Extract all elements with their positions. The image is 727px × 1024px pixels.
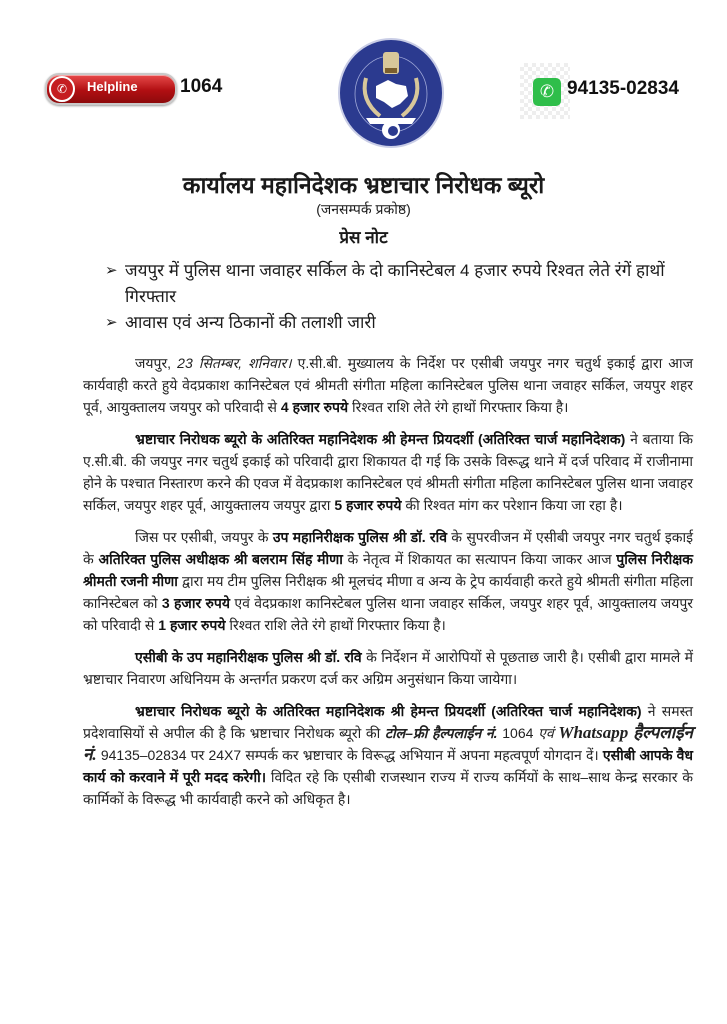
whatsapp-icon: ✆: [533, 78, 561, 106]
paragraph-text: के नेतृत्व में शिकायत का सत्यापन किया जाकर आज: [347, 551, 612, 567]
paragraph-text: पर 24X7 सम्पर्क कर भ्रष्टाचार के विरूद्ध अभियान में अपना महत्वपूर्ण योगदान दें।: [190, 747, 599, 763]
bold-official: भ्रष्टाचार निरोधक ब्यूरो के अतिरिक्त महानिदेशक श्री हेमन्त प्रियदर्शी (अतिरिक्त चार्ज महानिदेशक): [135, 431, 626, 447]
bold-official: उप महानिरीक्षक पुलिस श्री डॉ. रवि: [272, 529, 448, 545]
paragraph-text: रिश्वत राशि लेते रंगे हाथों गिरफ्तार किया है।: [229, 617, 446, 633]
helpline-label: Helpline: [87, 79, 138, 94]
whatsapp-number: 94135-02834: [567, 78, 679, 99]
paragraph-text: ने बताया कि ए.सी.बी. की जयपुर नगर चतुर्थ इकाई को परिवादी द्वारा शिकायत दी गई कि उसके विरूद्ध थाने में दर्ज परिवाद में राजीनामा होने के पश्चात निस्तारण करने की एवज में वेदप्रकाश कानिस्टेबल एवं श्रीमती संगीता महिला कानिस्टेबल पुलिस थाना जवाहर सर्किल, जयपुर शहर पूर्व, आयुक्तालय जयपुर द्वारा: [83, 431, 694, 513]
office-title: कार्यालय महानिदेशक भ्रष्टाचार निरोधक ब्यूरो: [182, 172, 545, 198]
whatsapp-helpline-number: 94135–02834: [100, 747, 187, 763]
bold-amount: 3 हजार रुपये: [161, 595, 230, 611]
paragraph-text: द्वारा मय टीम पुलिस निरीक्षक श्री मूलचंद मीणा व अन्य के ट्रेप कार्यवाही करते हुये श्रीमती संगीता महिला कानिस्टेबल को: [83, 573, 694, 611]
arrow-bullet-icon: ➢: [105, 314, 118, 331]
bullet-item: [105, 310, 705, 336]
arrow-bullet-icon: ➢: [105, 262, 118, 279]
paragraph-1: [83, 352, 693, 418]
bold-amount: 5 हजार रुपये: [334, 497, 402, 513]
bold-official: पुलिस निरीक्षक श्रीमती रजनी मीणा: [83, 551, 694, 589]
dateline-place: जयपुर,: [135, 355, 172, 371]
paragraph-text: एवं वेदप्रकाश कानिस्टेबल पुलिस थाना जवाहर सर्किल, जयपुर शहर पूर्व, आयुक्तालय जयपुर को परिवादी से: [83, 595, 694, 633]
letterhead: [0, 0, 727, 160]
tollfree-number: 1064: [502, 725, 534, 741]
helpline-number: 1064: [180, 76, 223, 97]
headline-bullets: [105, 258, 705, 336]
paragraph-text: के निर्देशन में आरोपियों से पूछताछ जारी है। एसीबी द्वारा मामले में भ्रष्टाचार निवारण अधिनियम के अन्तर्गत प्रकरण दर्ज कर अग्रिम अनुसंधान किया जायेगा।: [83, 649, 694, 687]
paragraph-5: [83, 700, 693, 810]
paragraph-text: की रिश्वत मांग कर परेशान किया जा रहा है।: [405, 497, 623, 513]
helpline-badge: [45, 73, 177, 105]
paragraph-text: जिस पर एसीबी, जयपुर के: [135, 529, 269, 545]
bold-amount: 1 हजार रुपये: [158, 617, 226, 633]
whatsapp-label: Whatsapp हैल्पलाईन नं.: [83, 723, 693, 764]
paragraph-text: रिश्वत राशि लेते रंगे हाथों गिरफ्तार किया है।: [352, 399, 569, 415]
office-cell: (जनसम्पर्क प्रकोष्ठ): [316, 201, 411, 217]
acb-emblem-logo: [336, 38, 446, 148]
paragraph-3: [83, 526, 693, 636]
bold-amount: 4 हजार रुपये: [280, 399, 349, 415]
paragraph-4: [83, 646, 693, 690]
paragraph-text: एवं: [538, 725, 554, 741]
bold-statement: एसीबी आपके वैध कार्य को करवाने में पूरी मदद करेगी।: [83, 747, 694, 785]
bold-official: भ्रष्टाचार निरोधक ब्यूरो के अतिरिक्त महानिदेशक श्री हेमन्त प्रियदर्शी (अतिरिक्त चार्ज महानिदेशक): [135, 703, 642, 719]
bold-official: एसीबी के उप महानिरीक्षक पुलिस श्री डॉ. रवि: [135, 649, 362, 665]
doc-type-heading: प्रेस नोट: [339, 228, 388, 247]
phone-icon: ✆: [49, 76, 75, 102]
paragraph-text: ए.सी.बी. मुख्यालय के निर्देश पर एसीबी जयपुर नगर चतुर्थ इकाई द्वारा आज कार्यवाही करते हुये वेदप्रकाश कानिस्टेबल एवं श्रीमती संगीता महिला कानिस्टेबल पुलिस थाना जवाहर सर्किल, जयपुर शहर पूर्व, आयुक्तालय जयपुर को परिवादी से: [83, 355, 694, 415]
bullet-item: [105, 258, 705, 310]
paragraph-text: विदित रहे कि एसीबी राजस्थान राज्य में राज्य कर्मियों के साथ–साथ केन्द्र सरकार के कार्मिकों के विरूद्ध भी कार्यवाही करने को अधिकृत है।: [83, 769, 693, 807]
bullet-text: जयपुर में पुलिस थाना जवाहर सर्किल के दो कानिस्टेबल 4 हजार रुपये रिश्वत लेते रंगें हाथों गिरफ्तार: [125, 261, 665, 306]
dateline-date: 23 सितम्बर, शनिवार।: [177, 355, 292, 371]
tollfree-label: टोल–फ्री हैल्पलाईन नं.: [385, 725, 498, 741]
paragraph-text: ने समस्त प्रदेशवासियों से अपील की है कि भ्रष्टाचार निरोधक ब्यूरो की: [83, 703, 694, 741]
bullet-text: आवास एवं अन्य ठिकानों की तलाशी जारी: [125, 313, 376, 332]
bold-official: अतिरिक्त पुलिस अधीक्षक श्री बलराम सिंह मीणा: [98, 551, 343, 567]
paragraph-2: [83, 428, 693, 516]
paragraph-text: के सुपरवीजन में एसीबी जयपुर नगर चतुर्थ इकाई के: [83, 529, 694, 567]
press-note-body: [83, 352, 693, 820]
